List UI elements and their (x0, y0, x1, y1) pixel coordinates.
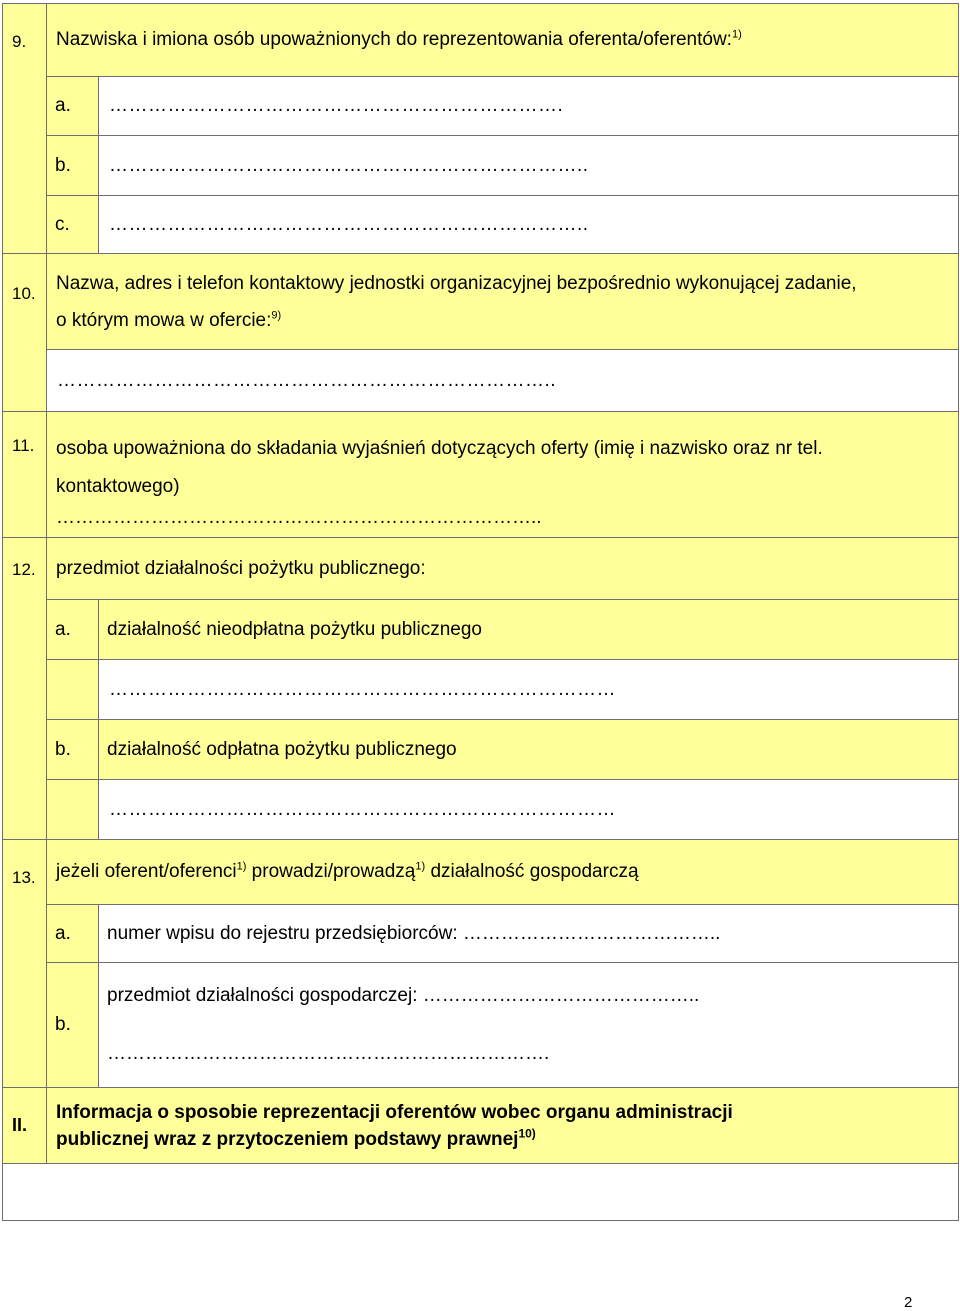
row-12-b-letter: b. (47, 720, 99, 780)
row-12-b-answer (3, 780, 959, 840)
row-13-a (3, 905, 959, 963)
row-10-field[interactable]: ………………………………………………………………….. (47, 350, 959, 412)
row-II-number: II. (3, 1088, 47, 1164)
row-10-label-line2: o którym mowa w ofercie: (56, 309, 272, 331)
row-13 (3, 840, 959, 905)
row-10 (3, 254, 959, 350)
row-13-b-field-line2[interactable]: ……………………………………………………………. (107, 1043, 550, 1064)
row-9-b (3, 136, 959, 196)
page-number: 2 (904, 1294, 913, 1311)
row-10-number: 10. (3, 254, 47, 412)
row-13-b-cell (99, 963, 959, 1088)
row-13-label (47, 840, 959, 905)
row-11-label (47, 412, 959, 538)
row-13-a-label: numer wpisu do rejestru przedsiębiorców: (107, 922, 458, 944)
row-12 (3, 538, 959, 600)
row-13-b-letter: b. (47, 963, 99, 1088)
row-9 (3, 4, 959, 77)
row-II (3, 1088, 959, 1164)
row-10-answer (3, 350, 959, 412)
row-9-b-field[interactable]: ……………………………………………………………….. (99, 136, 959, 196)
row-13-b-field[interactable]: …………………………………….. (422, 985, 700, 1006)
row-12-b-spacer (47, 780, 99, 840)
row-13-a-letter: a. (47, 905, 99, 963)
row-12-a-letter: a. (47, 600, 99, 660)
row-9-label-text: Nazwiska i imiona osób upoważnionych do reprezentowania oferenta/oferentów: (56, 29, 732, 50)
row-12-a-field[interactable]: …………………………………………………………………… (99, 660, 959, 720)
row-12-b-label: działalność odpłatna pożytku publicznego (99, 720, 959, 780)
row-11-label-line1: osoba upoważniona do składania wyjaśnień dotyczących oferty (imię i nazwisko oraz nr tel. (56, 438, 823, 459)
row-12-a-label: działalność nieodpłatna pożytku publicznego (99, 600, 959, 660)
row-13-label-part2: prowadzi/prowadzą (251, 861, 416, 882)
row-13-ref1: 1) (236, 860, 247, 873)
row-9-a-letter: a. (47, 77, 99, 136)
row-11 (3, 412, 959, 538)
row-9-c-field[interactable]: ……………………………………………………………….. (99, 196, 959, 254)
row-II-answer (3, 1164, 959, 1221)
row-13-a-cell (99, 905, 959, 963)
row-II-field[interactable] (3, 1164, 959, 1221)
row-13-number: 13. (3, 840, 47, 1088)
row-10-label-line1: Nazwa, adres i telefon kontaktowy jednostki organizacyjnej bezpośrednio wykonującej zadanie, (56, 272, 857, 294)
row-12-b-field[interactable]: …………………………………………………………………… (99, 780, 959, 840)
row-9-label (47, 4, 959, 77)
row-II-label-line1: Informacja o sposobie reprezentacji oferentów wobec organu administracji (56, 1101, 733, 1123)
row-13-ref2: 1) (415, 860, 426, 873)
row-9-c-letter: c. (47, 196, 99, 254)
row-9-number: 9. (3, 4, 47, 254)
row-II-label (47, 1088, 959, 1164)
row-II-ref: 10) (518, 1126, 536, 1141)
row-12-a-answer (3, 660, 959, 720)
row-11-label-line2: kontaktowego) (56, 476, 180, 497)
row-11-number: 11. (3, 412, 47, 538)
row-11-field[interactable]: ………………………………………………………………….. (56, 507, 542, 528)
row-9-a (3, 77, 959, 136)
row-13-b-label: przedmiot działalności gospodarczej: (107, 985, 418, 1006)
row-13-label-part3: działalność gospodarczą (430, 861, 639, 882)
row-13-b (3, 963, 959, 1088)
row-12-number: 12. (3, 538, 47, 840)
row-12-a (3, 600, 959, 660)
row-10-ref: 9) (271, 309, 282, 322)
row-12-a-spacer (47, 660, 99, 720)
row-10-label (47, 254, 959, 350)
row-12-b (3, 720, 959, 780)
offer-form-table (2, 3, 959, 1221)
row-9-ref: 1) (731, 28, 742, 41)
row-9-a-field[interactable]: ……………………………………………………………. (99, 77, 959, 136)
row-II-label-line2: publicznej wraz z przytoczeniem podstawy prawnej (56, 1128, 519, 1150)
row-9-b-letter: b. (47, 136, 99, 196)
row-12-label: przedmiot działalności pożytku publicznego: (47, 538, 959, 600)
row-13-label-part1: jeżeli oferent/oferenci (56, 861, 237, 882)
row-13-a-field[interactable]: ………………………………….. (462, 922, 721, 944)
row-9-c (3, 196, 959, 254)
